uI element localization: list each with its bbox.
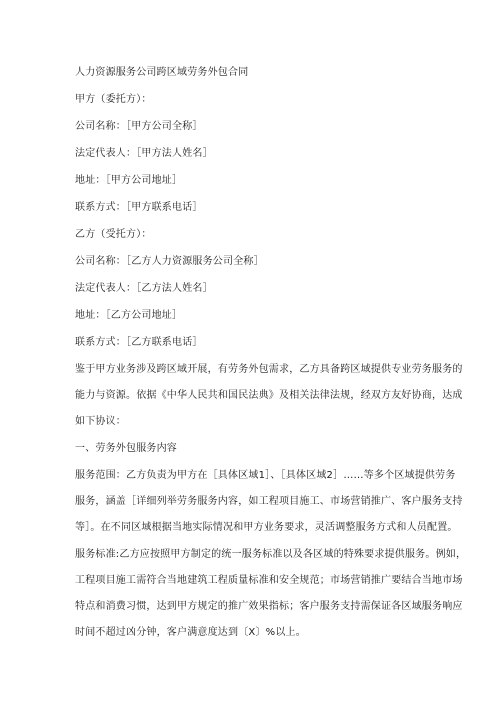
service-standard-paragraph bbox=[75, 548, 467, 640]
party-b-address: 地址：［乙方公司地址］ bbox=[75, 310, 183, 321]
service-standard-line: 工程项目施工需符合当地建筑工程质量标准和安全规范；市场营销推广要结合当地市场 bbox=[75, 575, 463, 586]
party-a-legal-rep: 法定代表人：［甲方法人姓名］ bbox=[75, 148, 213, 159]
service-scope-line: 服务范围：乙方负责为甲方在［具体区域1］、［具体区域2］……等多个区域提供劳务 bbox=[75, 470, 456, 481]
service-standard-line: 服务标准:乙方应按照甲方制定的统一服务标准以及各区域的特殊要求提供服务。例如， bbox=[75, 549, 467, 560]
service-scope-line: 等］。在不同区域根据当地实际情况和甲方业务要求，灵活调整服务方式和人员配置。 bbox=[75, 522, 458, 533]
preamble-line: 能力与资源。依据《中华人民共和国民法典》及相关法律法规，经双方友好协商，达成 bbox=[75, 390, 463, 401]
preamble-line: 如下协议： bbox=[75, 416, 126, 427]
party-a-contact: 联系方式：［甲方联系电话］ bbox=[75, 202, 203, 213]
preamble-line: 鉴于甲方业务涉及跨区域开展，有劳务外包需求，乙方具备跨区域提供专业劳务服务的 bbox=[75, 364, 463, 375]
party-a-address: 地址：［甲方公司地址］ bbox=[75, 175, 183, 186]
service-scope-paragraph bbox=[75, 469, 463, 535]
contract-title: 人力资源服务公司跨区域劳务外包合同 bbox=[75, 67, 249, 78]
party-b-legal-rep: 法定代表人：［乙方法人姓名］ bbox=[75, 283, 213, 294]
party-b-company: 公司名称：［乙方人力资源服务公司全称］ bbox=[75, 256, 264, 267]
service-scope-line: 服务，涵盖［详细列举劳务服务内容，如工程项目施工、市场营销推广、客户服务支持 bbox=[75, 496, 463, 507]
service-standard-line: 特点和消费习惯，达到甲方规定的推广效果指标；客户服务支持需保证各区域服务响应 bbox=[75, 601, 463, 612]
section-heading: 一、劳务外包服务内容 bbox=[75, 443, 177, 454]
party-b-heading: 乙方（受托方）： bbox=[75, 229, 152, 240]
party-a-heading: 甲方（委托方）： bbox=[75, 94, 152, 105]
service-standard-line: 时间不超过凶分钟，客户满意度达到〔X〕%以上。 bbox=[75, 627, 306, 638]
party-a-company: 公司名称：［甲方公司全称］ bbox=[75, 121, 203, 132]
party-b-contact: 联系方式：［乙方联系电话］ bbox=[75, 337, 203, 348]
preamble-paragraph bbox=[75, 363, 463, 429]
contract-body bbox=[75, 66, 467, 653]
